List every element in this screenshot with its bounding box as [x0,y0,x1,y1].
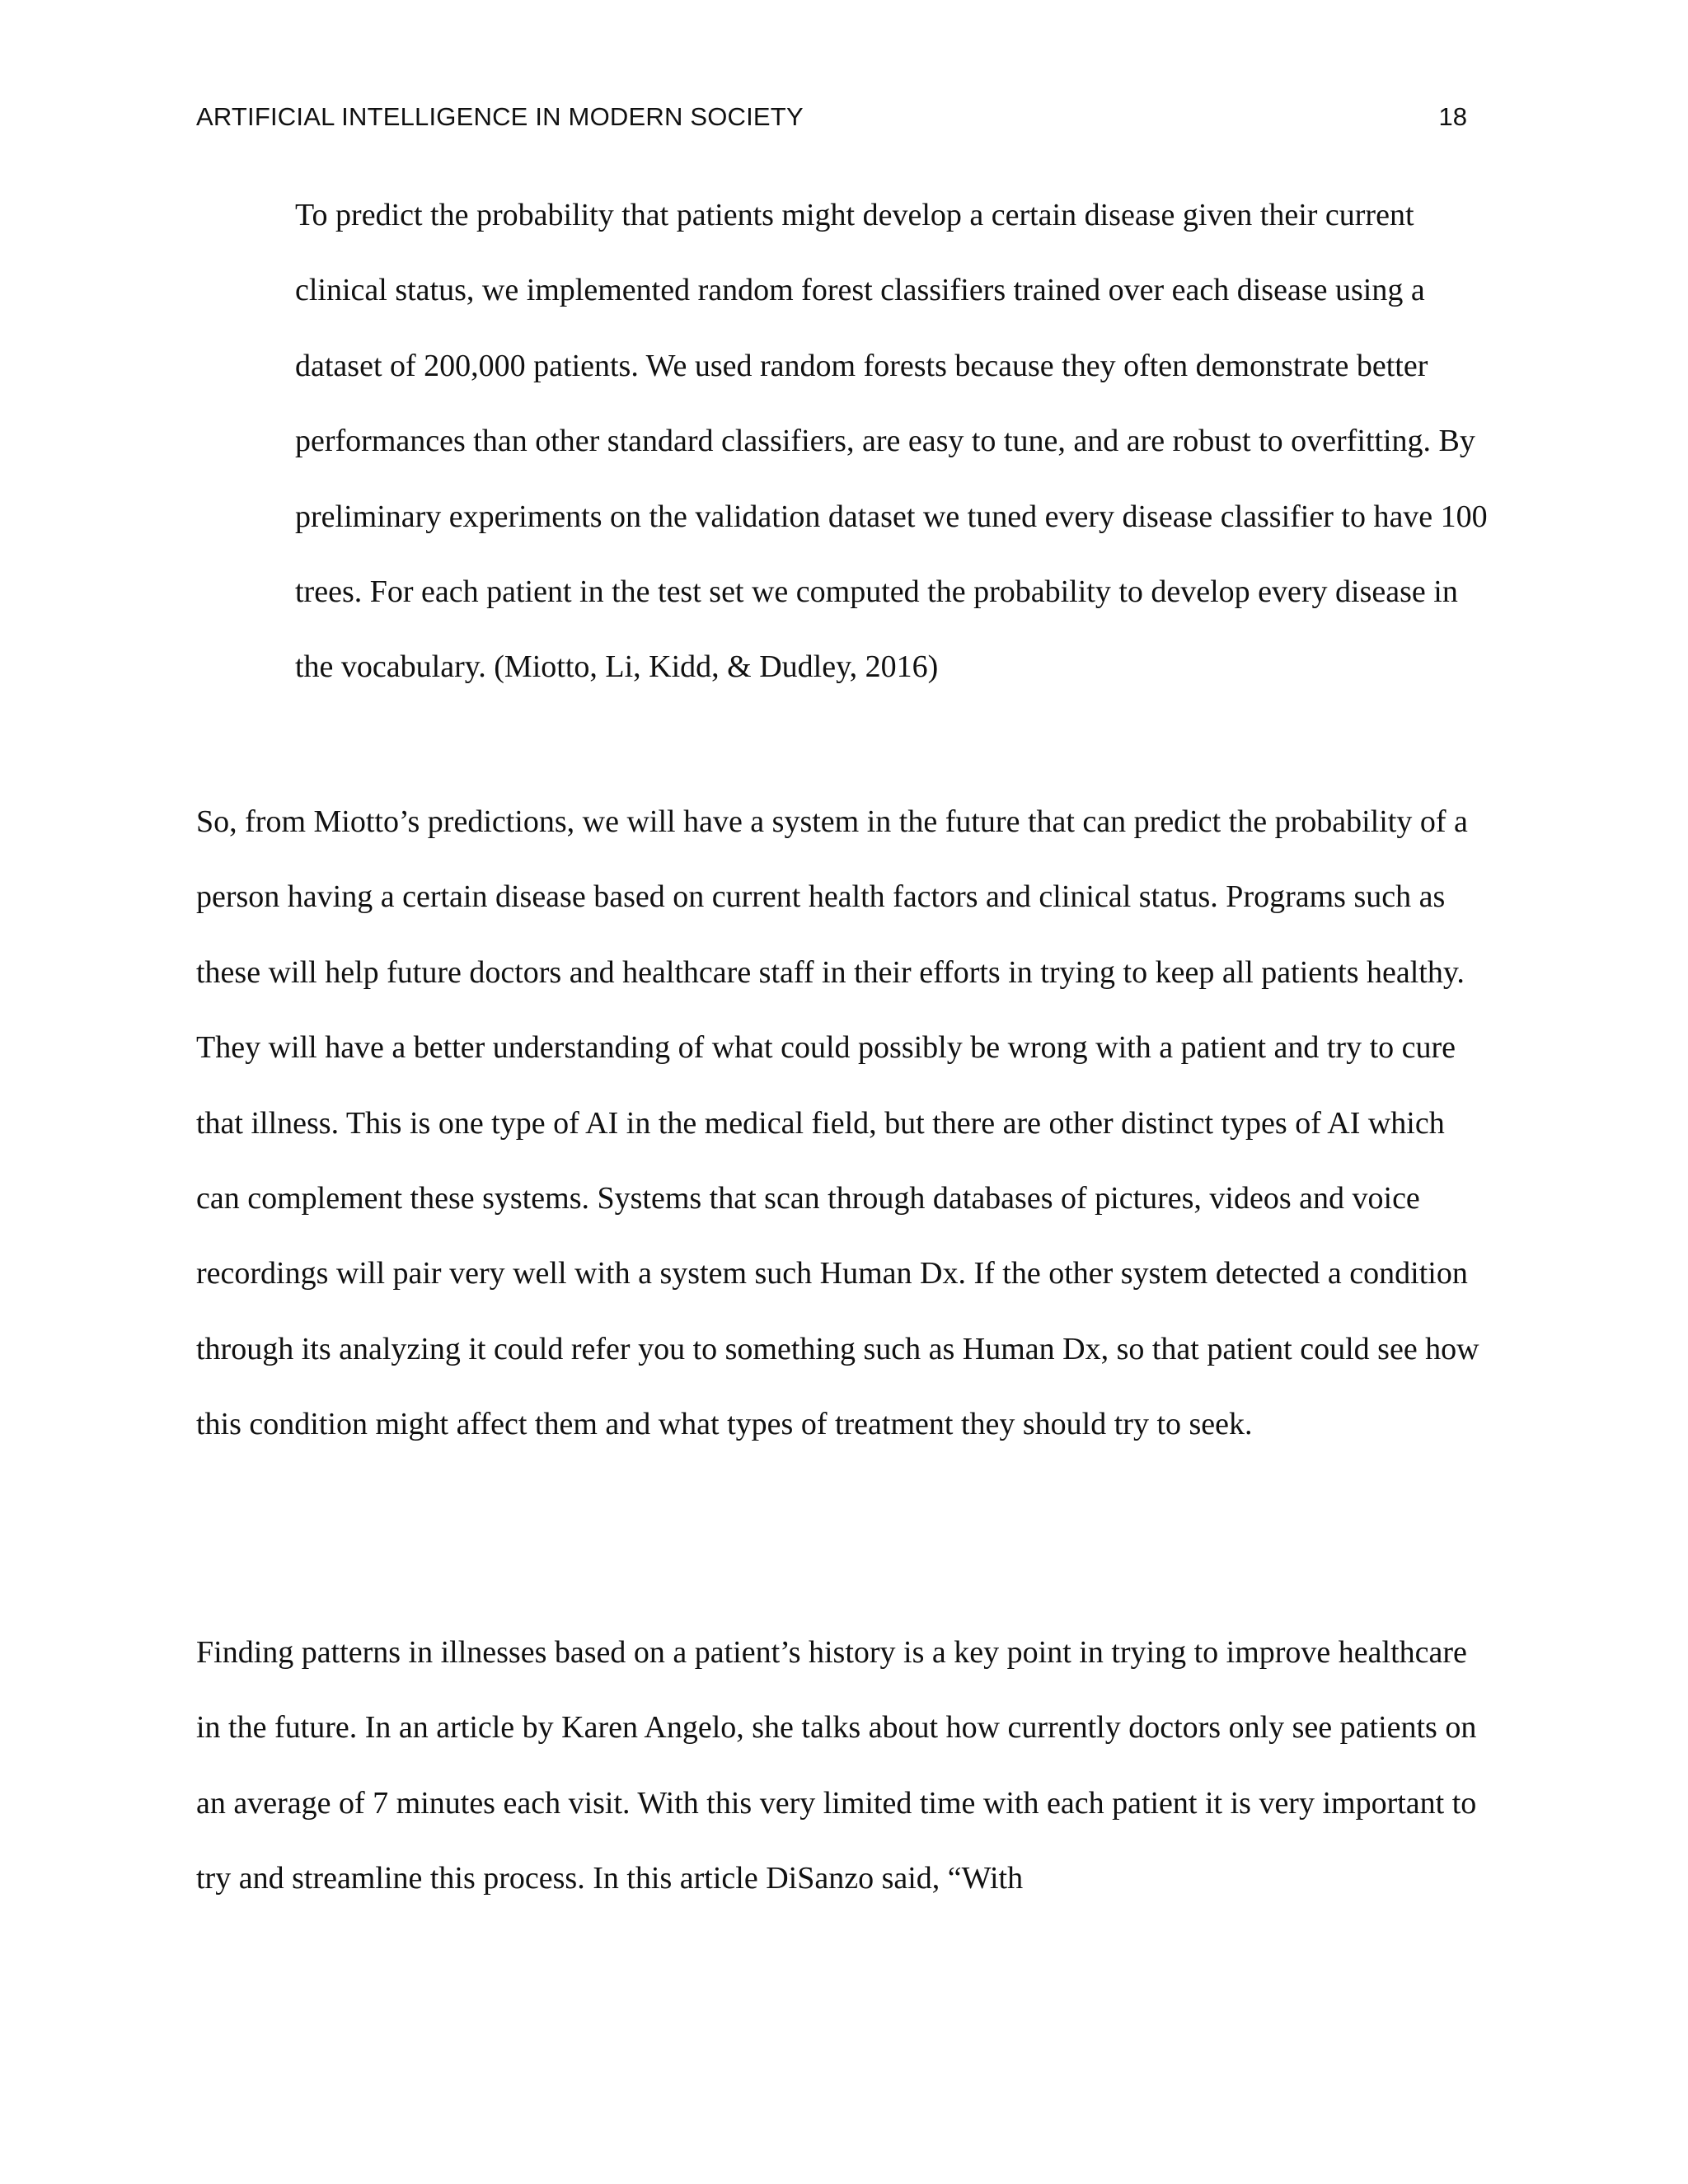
page-number: 18 [1438,102,1467,131]
body-paragraph: Finding patterns in illnesses based on a patient’s history is a key point in trying to improve healthcare in the future. In an article by Karen Angelo, she talks about how currently doctors only see patients on an average of 7 minutes each visit. With this very limited time with each patient it is very important to try and streamline this process. In this article DiSanzo said, “With [196,1635,1477,1896]
body-paragraph: So, from Miotto’s predictions, we will have a system in the future that can predict the probability of a person having a certain disease based on current health factors and clinical status. Programs such as these will help future doctors and healthcare staff in their efforts in trying to keep all patients healthy. They will have a better understanding of what could possibly be wrong with a patient and try to cure that illness. This is one type of AI in the medical field, but there are other distinct types of AI which can complement these systems. Systems that scan through databases of pictures, videos and voice recordings will pair very well with a system such Human Dx. If the other system detected a condition through its analyzing it could refer you to something such as Human Dx, so that patient could see how this condition might affect them and what types of treatment they should try to seek. [196,804,1479,1442]
block-quote: To predict the probability that patients might develop a certain disease given their current clinical status, we implemented random forest classifiers trained over each disease using a dataset of 200,000 patients. We used random forests because they often demonstrate better performances than other standard classifiers, are easy to tune, and are robust to overfitting. By preliminary experiments on the validation dataset we tuned every disease classifier to have 100 trees. For each patient in the test set we computed the probability to develop every disease in the vocabulary. (Miotto, Li, Kidd, & Dudley, 2016) [295,198,1488,685]
running-head: ARTIFICIAL INTELLIGENCE IN MODERN SOCIETY [196,102,804,131]
